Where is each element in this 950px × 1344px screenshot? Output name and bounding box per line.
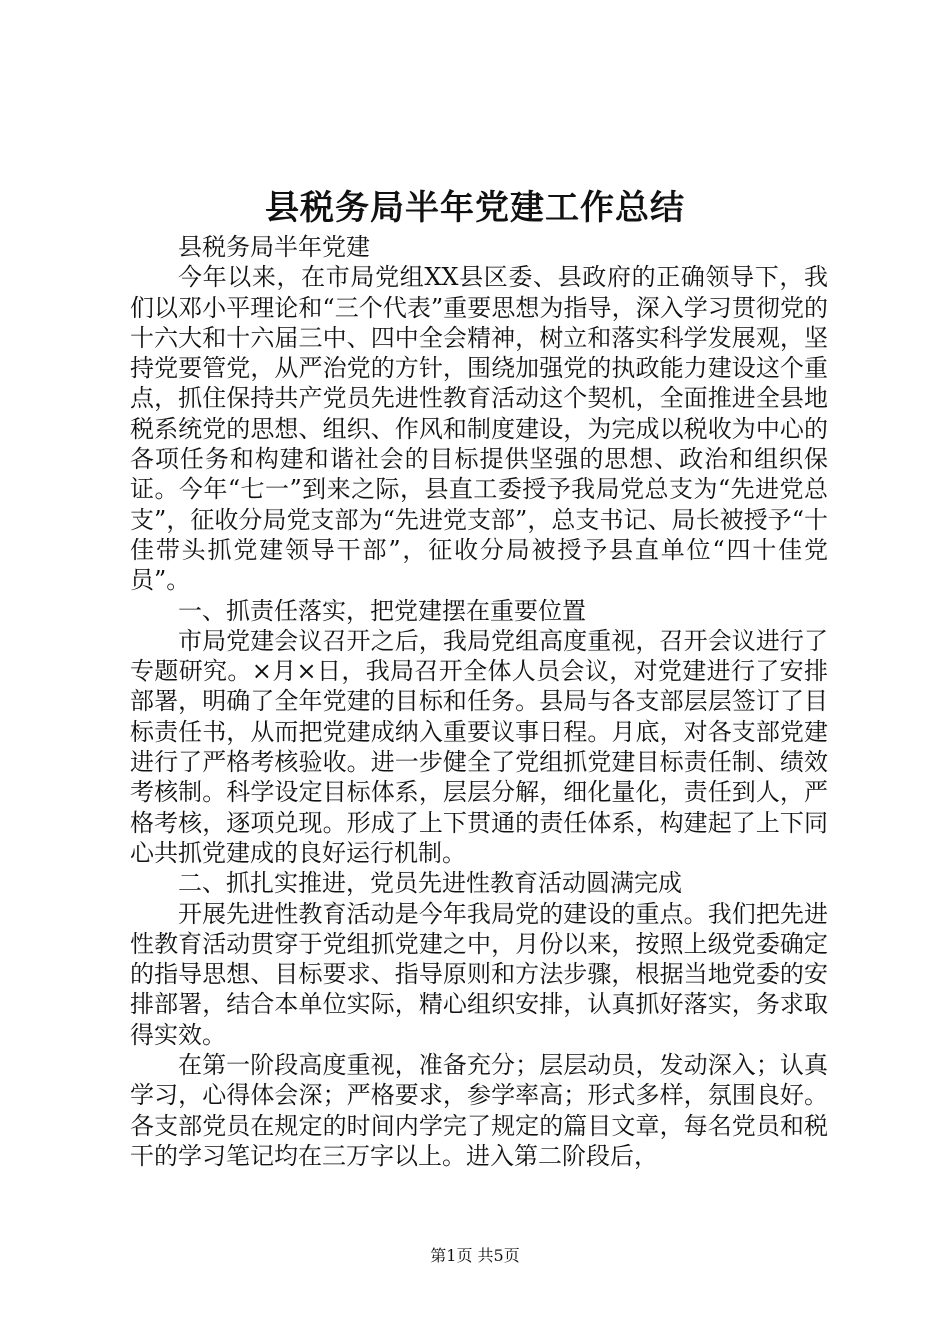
section-heading-1: 一、抓责任落实，把党建摆在重要位置: [178, 596, 586, 625]
document-title: 县税务局半年党建工作总结: [265, 188, 685, 228]
paragraph-stage-1: 在第一阶段高度重视，准备充分；层层动员，发动深入；认真学习，心得体会深；严格要求，参学率高；形式多样，氛围良好。各支部党员在规定的时间内学完了规定的篇目文章，每名党员和税干的学习笔记均在三万字以上。进入第二阶段后，: [130, 1051, 828, 1170]
paragraph-intro: 今年以来，在市局党组XX县区委、县政府的正确领导下，我们以邓小平理论和“三个代表”重要思想为指导，深入学习贯彻党的十六大和十六届三中、四中全会精神，树立和落实科学发展观，坚持党要管党，从严治党的方针，围绕加强党的执政能力建设这个重点，抓住保持共产党员先进性教育活动这个契机，全面推进全县地税系统党的思想、组织、作风和制度建设，为完成以税收为中心的各项任务和构建和谐社会的目标提供坚强的思想、政治和组织保证。今年“七一”到来之际，县直工委授予我局党总支为“先进党总支”，征收分局党支部为“先进党支部”，总支书记、局长被授予“十佳带头抓党建领导干部”，征收分局被授予县直单位“四十佳党员”。: [130, 263, 828, 595]
paragraph-subtitle: 县税务局半年党建: [178, 233, 370, 261]
paragraph-section-1: 市局党建会议召开之后，我局党组高度重视，召开会议进行了专题研究。×月×日，我局召开全体人员会议，对党建进行了安排部署，明确了全年党建的目标和任务。县局与各支部层层签订了目标责任书，从而把党建成纳入重要议事日程。月底，对各支部党建进行了严格考核验收。进一步健全了党组抓党建目标责任制、绩效考核制。科学设定目标体系，层层分解，细化量化，责任到人，严格考核，逐项兑现。形成了上下贯通的责任体系，构建起了上下同心共抓党建成的良好运行机制。: [130, 626, 828, 867]
page-footer: 第1页 共5页: [430, 1246, 520, 1265]
document-body: [130, 232, 828, 1171]
paragraph-section-2: 开展先进性教育活动是今年我局党的建设的重点。我们把先进性教育活动贯穿于党组抓党建之中，月份以来，按照上级党委确定的指导思想、目标要求、指导原则和方法步骤，根据当地党委的安排部署，结合本单位实际，精心组织安排，认真抓好落实，务求取得实效。: [130, 899, 828, 1049]
section-heading-2: 二、抓扎实推进，党员先进性教育活动圆满完成: [178, 869, 682, 898]
